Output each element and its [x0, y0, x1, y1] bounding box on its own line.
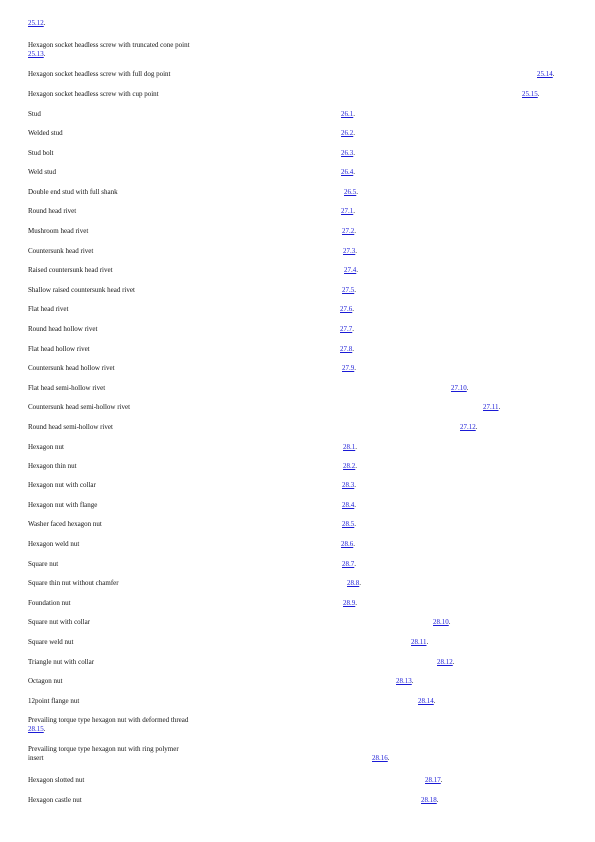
index-entry-ref[interactable]: 27.5. [342, 286, 356, 294]
section-link[interactable]: 27.12 [460, 423, 476, 431]
section-link[interactable]: 27.11 [483, 403, 499, 411]
index-entry-ref[interactable]: 28.16. [372, 754, 390, 762]
section-link[interactable]: 27.7 [340, 325, 353, 333]
index-entry-label: Countersunk head semi-hollow rivet [28, 403, 131, 411]
index-entry-label: Triangle nut with collar [28, 658, 95, 666]
index-entry-label: Square nut [28, 560, 59, 568]
index-entry [28, 579, 119, 588]
index-entry-ref[interactable]: 26.4. [341, 168, 355, 176]
index-entry-label: Flat head semi-hollow rivet [28, 384, 106, 392]
index-entry-label: Stud bolt [28, 149, 54, 157]
index-entry-ref[interactable]: 28.6. [341, 540, 355, 548]
section-link[interactable]: 27.2 [342, 227, 355, 235]
index-entry-label: Countersunk head rivet [28, 247, 94, 255]
index-entry-label: Foundation nut [28, 599, 71, 607]
index-entry-label: Hexagon castle nut [28, 796, 82, 804]
index-entry-ref[interactable]: 27.7. [340, 325, 354, 333]
index-entry-label: Hexagon nut with flange [28, 501, 98, 509]
index-entry-ref[interactable]: 27.3. [343, 247, 357, 255]
index-entry [28, 560, 58, 569]
section-link[interactable]: 27.4 [344, 266, 357, 274]
section-link[interactable]: 28.1 [343, 443, 356, 451]
index-entry [28, 90, 159, 99]
index-entry [28, 129, 63, 138]
index-entry-label: Hexagon socket headless screw with full dog point [28, 70, 171, 78]
index-entry-label: Octagon nut [28, 677, 63, 685]
index-entry-ref[interactable]: 28.7. [342, 560, 356, 568]
index-entry-ref[interactable]: 26.5. [344, 188, 358, 196]
index-entry-label: Stud [28, 110, 41, 118]
section-link[interactable]: 28.14 [418, 697, 434, 705]
index-entry [28, 110, 41, 119]
index-entry-ref[interactable]: 25.14. [537, 70, 555, 78]
index-entry-ref[interactable]: 27.8. [340, 345, 354, 353]
index-entry [28, 70, 171, 79]
index-entry-ref[interactable]: 28.2. [343, 462, 357, 470]
index-entry-label: Square nut with collar [28, 618, 91, 626]
index-entry-ref[interactable]: 28.5. [342, 520, 356, 528]
index-entry [28, 638, 74, 647]
section-link[interactable]: 28.9 [343, 599, 356, 607]
index-entry-label: Weld stud [28, 168, 57, 176]
section-link[interactable]: 25.14 [537, 70, 553, 78]
index-entry-continued [28, 754, 44, 763]
section-link[interactable]: 28.16 [372, 754, 388, 762]
section-link[interactable]: 27.5 [342, 286, 355, 294]
index-entry [28, 796, 82, 805]
index-entry-ref[interactable]: 26.3. [341, 149, 355, 157]
section-link[interactable]: 27.8 [340, 345, 353, 353]
index-entry-label: Hexagon nut with collar [28, 481, 96, 489]
index-entry-ref[interactable]: 28.14. [418, 697, 436, 705]
index-entry-ref[interactable]: 28.10. [433, 618, 451, 626]
index-entry-ref[interactable]: 28.1. [343, 443, 357, 451]
index-entry-ref[interactable]: 28.15. [28, 725, 46, 733]
index-entry [28, 227, 88, 236]
section-link[interactable]: 28.2 [343, 462, 356, 470]
section-link[interactable]: 25.13 [28, 50, 44, 58]
index-entry-label: Round head semi-hollow rivet [28, 423, 113, 431]
index-entry [28, 149, 53, 158]
section-link[interactable]: 28.13 [396, 677, 412, 685]
index-entry-label: Hexagon socket headless screw with cup point [28, 90, 159, 98]
index-entry-label: Raised countersunk head rivet [28, 266, 113, 274]
index-entry-ref[interactable]: 27.4. [344, 266, 358, 274]
section-link[interactable]: 27.6 [340, 305, 353, 313]
index-entry-ref[interactable]: 27.10. [451, 384, 469, 392]
index-entry-label: Flat head hollow rivet [28, 345, 90, 353]
index-entry-label: Round head hollow rivet [28, 325, 98, 333]
index-entry-label: Hexagon socket headless screw with truncated cone point [28, 41, 190, 49]
index-entry [28, 520, 102, 529]
index-entry-ref[interactable]: 27.12. [460, 423, 478, 431]
index-entry-ref[interactable]: 28.3. [342, 481, 356, 489]
index-entry-label: Hexagon weld nut [28, 540, 80, 548]
section-link[interactable]: 27.1 [341, 207, 354, 215]
index-entry [28, 207, 76, 216]
index-entry-ref[interactable]: 25.15. [522, 90, 540, 98]
index-entry [28, 443, 64, 452]
section-link[interactable]: 28.10 [433, 618, 449, 626]
index-entry-label: Welded stud [28, 129, 63, 137]
index-entry [28, 168, 56, 177]
section-link[interactable]: 26.4 [341, 168, 354, 176]
index-entry [28, 247, 93, 256]
index-entry-label: Round head rivet [28, 207, 77, 215]
section-link[interactable]: 28.4 [342, 501, 355, 509]
index-entry-label-continued: insert [28, 754, 44, 762]
index-entry-ref[interactable]: 27.11. [483, 403, 501, 411]
section-link[interactable]: 28.17 [425, 776, 441, 784]
index-entry-ref[interactable]: 27.9. [342, 364, 356, 372]
index-entry [28, 697, 79, 706]
section-link[interactable]: 26.2 [341, 129, 354, 137]
index-entry [28, 481, 96, 490]
index-entry [28, 540, 79, 549]
index-entry-label: 12point flange nut [28, 697, 80, 705]
index-entry-label: Square weld nut [28, 638, 74, 646]
index-entry [28, 658, 94, 667]
index-entry-ref[interactable]: 28.13. [396, 677, 414, 685]
index-entry-label: Washer faced hexagon nut [28, 520, 102, 528]
index-entry [28, 266, 113, 275]
section-link[interactable]: 27.10 [451, 384, 467, 392]
section-link[interactable]: 25.12 [28, 19, 44, 27]
section-link[interactable]: 28.3 [342, 481, 355, 489]
index-entry-ref[interactable]: 27.2. [342, 227, 356, 235]
section-link[interactable]: 26.5 [344, 188, 357, 196]
index-entry-label: Square thin nut without chamfer [28, 579, 119, 587]
index-entry-ref[interactable]: 25.13. [28, 50, 46, 58]
index-entry [28, 188, 118, 197]
section-link[interactable]: 28.8 [347, 579, 360, 587]
index-entry [28, 599, 71, 608]
index-entry [28, 325, 97, 334]
index-entry-ref[interactable]: 26.1. [341, 110, 355, 118]
index-entry [28, 384, 105, 393]
index-entry-label: Hexagon thin nut [28, 462, 77, 470]
index-entry [28, 776, 84, 785]
section-link[interactable]: 28.11 [411, 638, 427, 646]
section-link[interactable]: 27.3 [343, 247, 356, 255]
index-entry-ref[interactable]: 28.8. [347, 579, 361, 587]
index-entry [28, 677, 62, 686]
index-entry-ref[interactable]: 25.12. [28, 19, 46, 27]
index-entry-label: Hexagon nut [28, 443, 64, 451]
index-entry-label: Shallow raised countersunk head rivet [28, 286, 135, 294]
index-entry [28, 286, 135, 295]
section-link[interactable]: 28.18 [421, 796, 437, 804]
index-entry [28, 423, 113, 432]
section-link[interactable]: 28.7 [342, 560, 355, 568]
section-link[interactable]: 25.15 [522, 90, 538, 98]
index-entry [28, 41, 190, 50]
index-entry [28, 618, 90, 627]
index-entry-ref[interactable]: 28.12. [437, 658, 455, 666]
index-entry [28, 403, 130, 412]
index-entry [28, 305, 68, 314]
index-entry-label: Countersunk head hollow rivet [28, 364, 115, 372]
index-entry-label: Prevailing torque type hexagon nut with deformed thread [28, 716, 189, 724]
index-entry-label: Flat head rivet [28, 305, 69, 313]
section-link[interactable]: 28.12 [437, 658, 453, 666]
index-entry-label: Prevailing torque type hexagon nut with ring polymer [28, 745, 179, 753]
index-entry [28, 364, 115, 373]
section-link[interactable]: 26.3 [341, 149, 354, 157]
section-link[interactable]: 28.5 [342, 520, 355, 528]
index-entry [28, 501, 97, 510]
index-entry-ref[interactable]: 28.9. [343, 599, 357, 607]
index-entry-ref[interactable]: 28.17. [425, 776, 443, 784]
index-entry-label: Double end stud with full shank [28, 188, 118, 196]
index-entry [28, 716, 188, 725]
section-link[interactable]: 28.6 [341, 540, 354, 548]
index-entry-label: Mushroom head rivet [28, 227, 89, 235]
section-link[interactable]: 27.9 [342, 364, 355, 372]
index-entry-label: Hexagon slotted nut [28, 776, 85, 784]
index-entry-ref[interactable]: 28.18. [421, 796, 439, 804]
index-entry-ref[interactable]: 28.4. [342, 501, 356, 509]
index-entry [28, 462, 77, 471]
index-entry-ref[interactable]: 27.1. [341, 207, 355, 215]
section-link[interactable]: 26.1 [341, 110, 354, 118]
index-entry [28, 345, 90, 354]
index-entry-ref[interactable]: 28.11. [411, 638, 429, 646]
index-entry-ref[interactable]: 26.2. [341, 129, 355, 137]
index-entry-ref[interactable]: 27.6. [340, 305, 354, 313]
index-entry [28, 745, 179, 754]
section-link[interactable]: 28.15 [28, 725, 44, 733]
